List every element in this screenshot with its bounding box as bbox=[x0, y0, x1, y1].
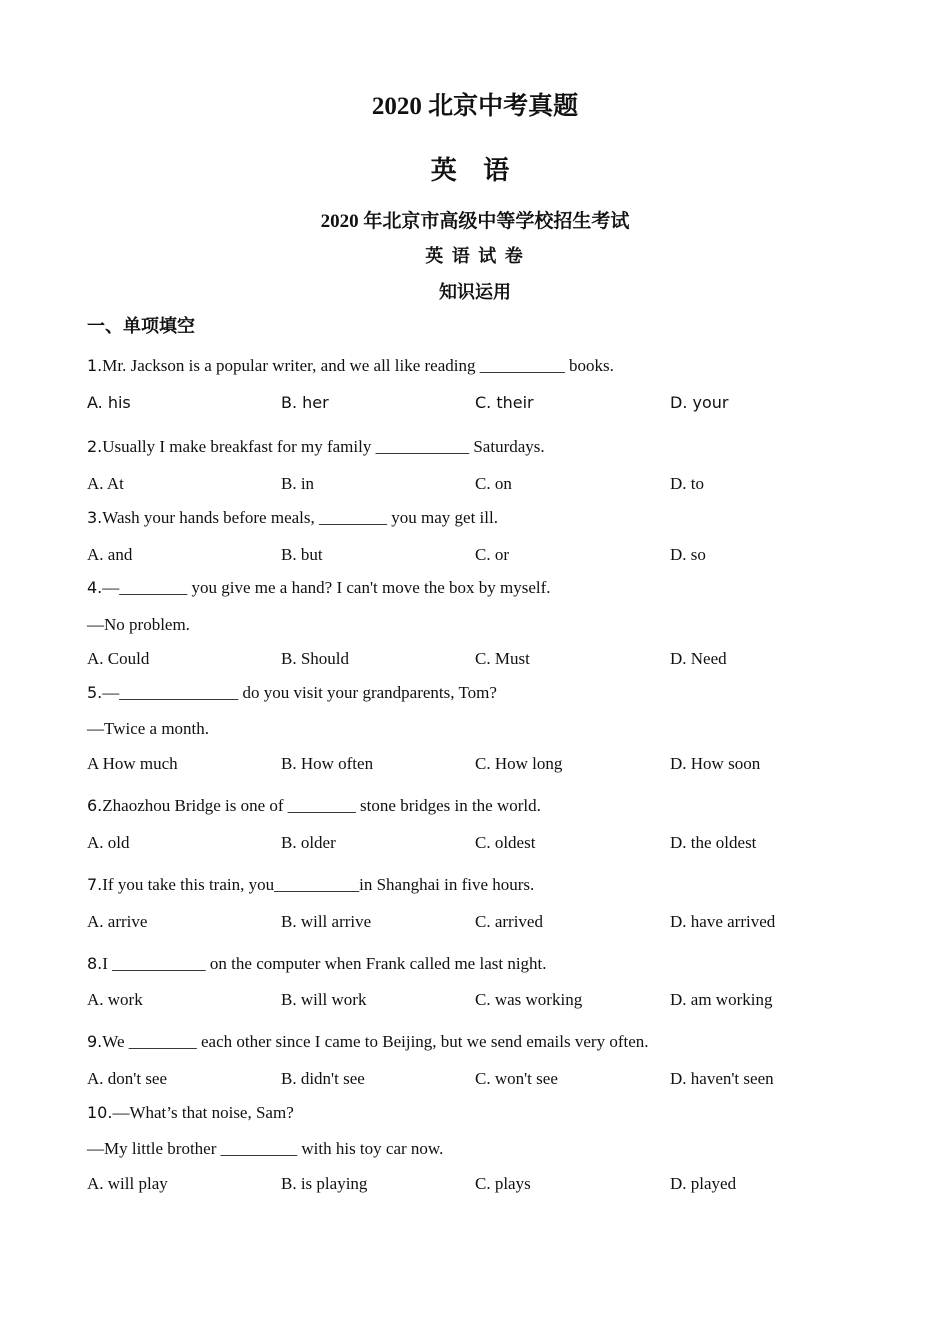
question-number: 5. bbox=[87, 683, 103, 702]
question-number: 4. bbox=[87, 578, 103, 597]
option-d: D. have arrived bbox=[670, 912, 776, 931]
question-6-options bbox=[87, 833, 887, 857]
question-8-options bbox=[87, 990, 887, 1014]
option-c: C. on bbox=[475, 474, 512, 493]
option-b: B. in bbox=[281, 474, 315, 493]
option-b: B. How often bbox=[281, 754, 374, 773]
question-2-options bbox=[87, 474, 887, 498]
question-number: 8. bbox=[87, 954, 103, 973]
question-text: Mr. Jackson is a popular writer, and we all like reading __________ books. bbox=[102, 356, 614, 375]
option-b: B. is playing bbox=[281, 1174, 368, 1193]
question-5-options bbox=[87, 754, 887, 778]
question-4-options bbox=[87, 649, 887, 673]
option-c: C. was working bbox=[475, 990, 583, 1009]
option-b: B. her bbox=[281, 393, 329, 412]
option-a: A. At bbox=[87, 474, 124, 493]
question-text: Wash your hands before meals, ________ you may get ill. bbox=[102, 508, 498, 527]
option-a: A. arrive bbox=[87, 912, 148, 931]
question-number: 3. bbox=[87, 508, 103, 527]
option-a: A. will play bbox=[87, 1174, 168, 1193]
question-9-stem bbox=[87, 1032, 649, 1052]
question-10-reply: —My little brother _________ with his toy car now. bbox=[87, 1139, 444, 1158]
option-a: A. work bbox=[87, 990, 143, 1009]
question-text: Zhaozhou Bridge is one of ________ stone bridges in the world. bbox=[102, 796, 541, 815]
option-c: C. arrived bbox=[475, 912, 543, 931]
exam-name: 2020 年北京市高级中等学校招生考试 bbox=[320, 211, 630, 232]
question-number: 10. bbox=[87, 1103, 113, 1122]
question-number: 9. bbox=[87, 1032, 103, 1051]
question-4-stem bbox=[87, 578, 551, 598]
option-d: D. am working bbox=[670, 990, 773, 1009]
question-number: 6. bbox=[87, 796, 103, 815]
option-d: D. played bbox=[670, 1174, 737, 1193]
option-a: A. his bbox=[87, 393, 131, 412]
question-number: 1. bbox=[87, 356, 103, 375]
option-a: A. don't see bbox=[87, 1069, 168, 1088]
option-a: A. Could bbox=[87, 649, 150, 668]
subject-title: 英 语 bbox=[430, 156, 520, 185]
question-7-stem bbox=[87, 875, 534, 895]
question-text: If you take this train, you__________in Shanghai in five hours. bbox=[102, 875, 535, 894]
question-text: We ________ each other since I came to Beijing, but we send emails very often. bbox=[102, 1032, 649, 1051]
option-a: A. and bbox=[87, 545, 133, 564]
question-10-stem bbox=[87, 1103, 294, 1123]
option-c: C. How long bbox=[475, 754, 563, 773]
option-d: D. your bbox=[670, 393, 729, 412]
option-c: C. oldest bbox=[475, 833, 536, 852]
option-c: C. won't see bbox=[475, 1069, 558, 1088]
question-8-stem bbox=[87, 954, 547, 974]
option-a: A How much bbox=[87, 754, 178, 773]
question-text: Usually I make breakfast for my family ___________ Saturdays. bbox=[102, 437, 545, 456]
question-text: —________ you give me a hand? I can't move the box by myself. bbox=[102, 578, 551, 597]
question-3-stem bbox=[87, 508, 498, 528]
question-7-options bbox=[87, 912, 887, 936]
option-c: C. or bbox=[475, 545, 509, 564]
option-d: D. to bbox=[670, 474, 704, 493]
page-title: 2020 北京中考真题 bbox=[371, 93, 579, 120]
option-d: D. How soon bbox=[670, 754, 761, 773]
option-d: D. so bbox=[670, 545, 706, 564]
option-b: B. will work bbox=[281, 990, 367, 1009]
question-2-stem bbox=[87, 437, 545, 457]
option-b: B. older bbox=[281, 833, 336, 852]
question-1-stem bbox=[87, 356, 614, 376]
question-10-options bbox=[87, 1174, 887, 1198]
question-6-stem bbox=[87, 796, 541, 816]
part-name: 知识运用 bbox=[439, 282, 511, 302]
question-number: 7. bbox=[87, 875, 103, 894]
question-3-options bbox=[87, 545, 887, 569]
question-4-reply: —No problem. bbox=[87, 615, 190, 634]
question-1-options bbox=[87, 393, 887, 417]
option-d: D. haven't seen bbox=[670, 1069, 774, 1088]
question-5-reply: —Twice a month. bbox=[87, 719, 210, 738]
option-c: C. their bbox=[475, 393, 534, 412]
option-b: B. didn't see bbox=[281, 1069, 365, 1088]
question-5-stem bbox=[87, 683, 497, 703]
option-c: C. Must bbox=[475, 649, 530, 668]
section-heading: 一、单项填空 bbox=[87, 316, 195, 336]
question-text: I ___________ on the computer when Frank called me last night. bbox=[102, 954, 547, 973]
option-b: B. but bbox=[281, 545, 323, 564]
question-text: —What’s that noise, Sam? bbox=[112, 1103, 294, 1122]
question-number: 2. bbox=[87, 437, 103, 456]
option-d: D. the oldest bbox=[670, 833, 757, 852]
option-a: A. old bbox=[87, 833, 130, 852]
option-b: B. Should bbox=[281, 649, 350, 668]
option-c: C. plays bbox=[475, 1174, 531, 1193]
option-d: D. Need bbox=[670, 649, 727, 668]
option-b: B. will arrive bbox=[281, 912, 372, 931]
question-9-options bbox=[87, 1069, 887, 1093]
paper-name: 英 语 试 卷 bbox=[425, 246, 525, 266]
question-text: —______________ do you visit your grandparents, Tom? bbox=[102, 683, 497, 702]
